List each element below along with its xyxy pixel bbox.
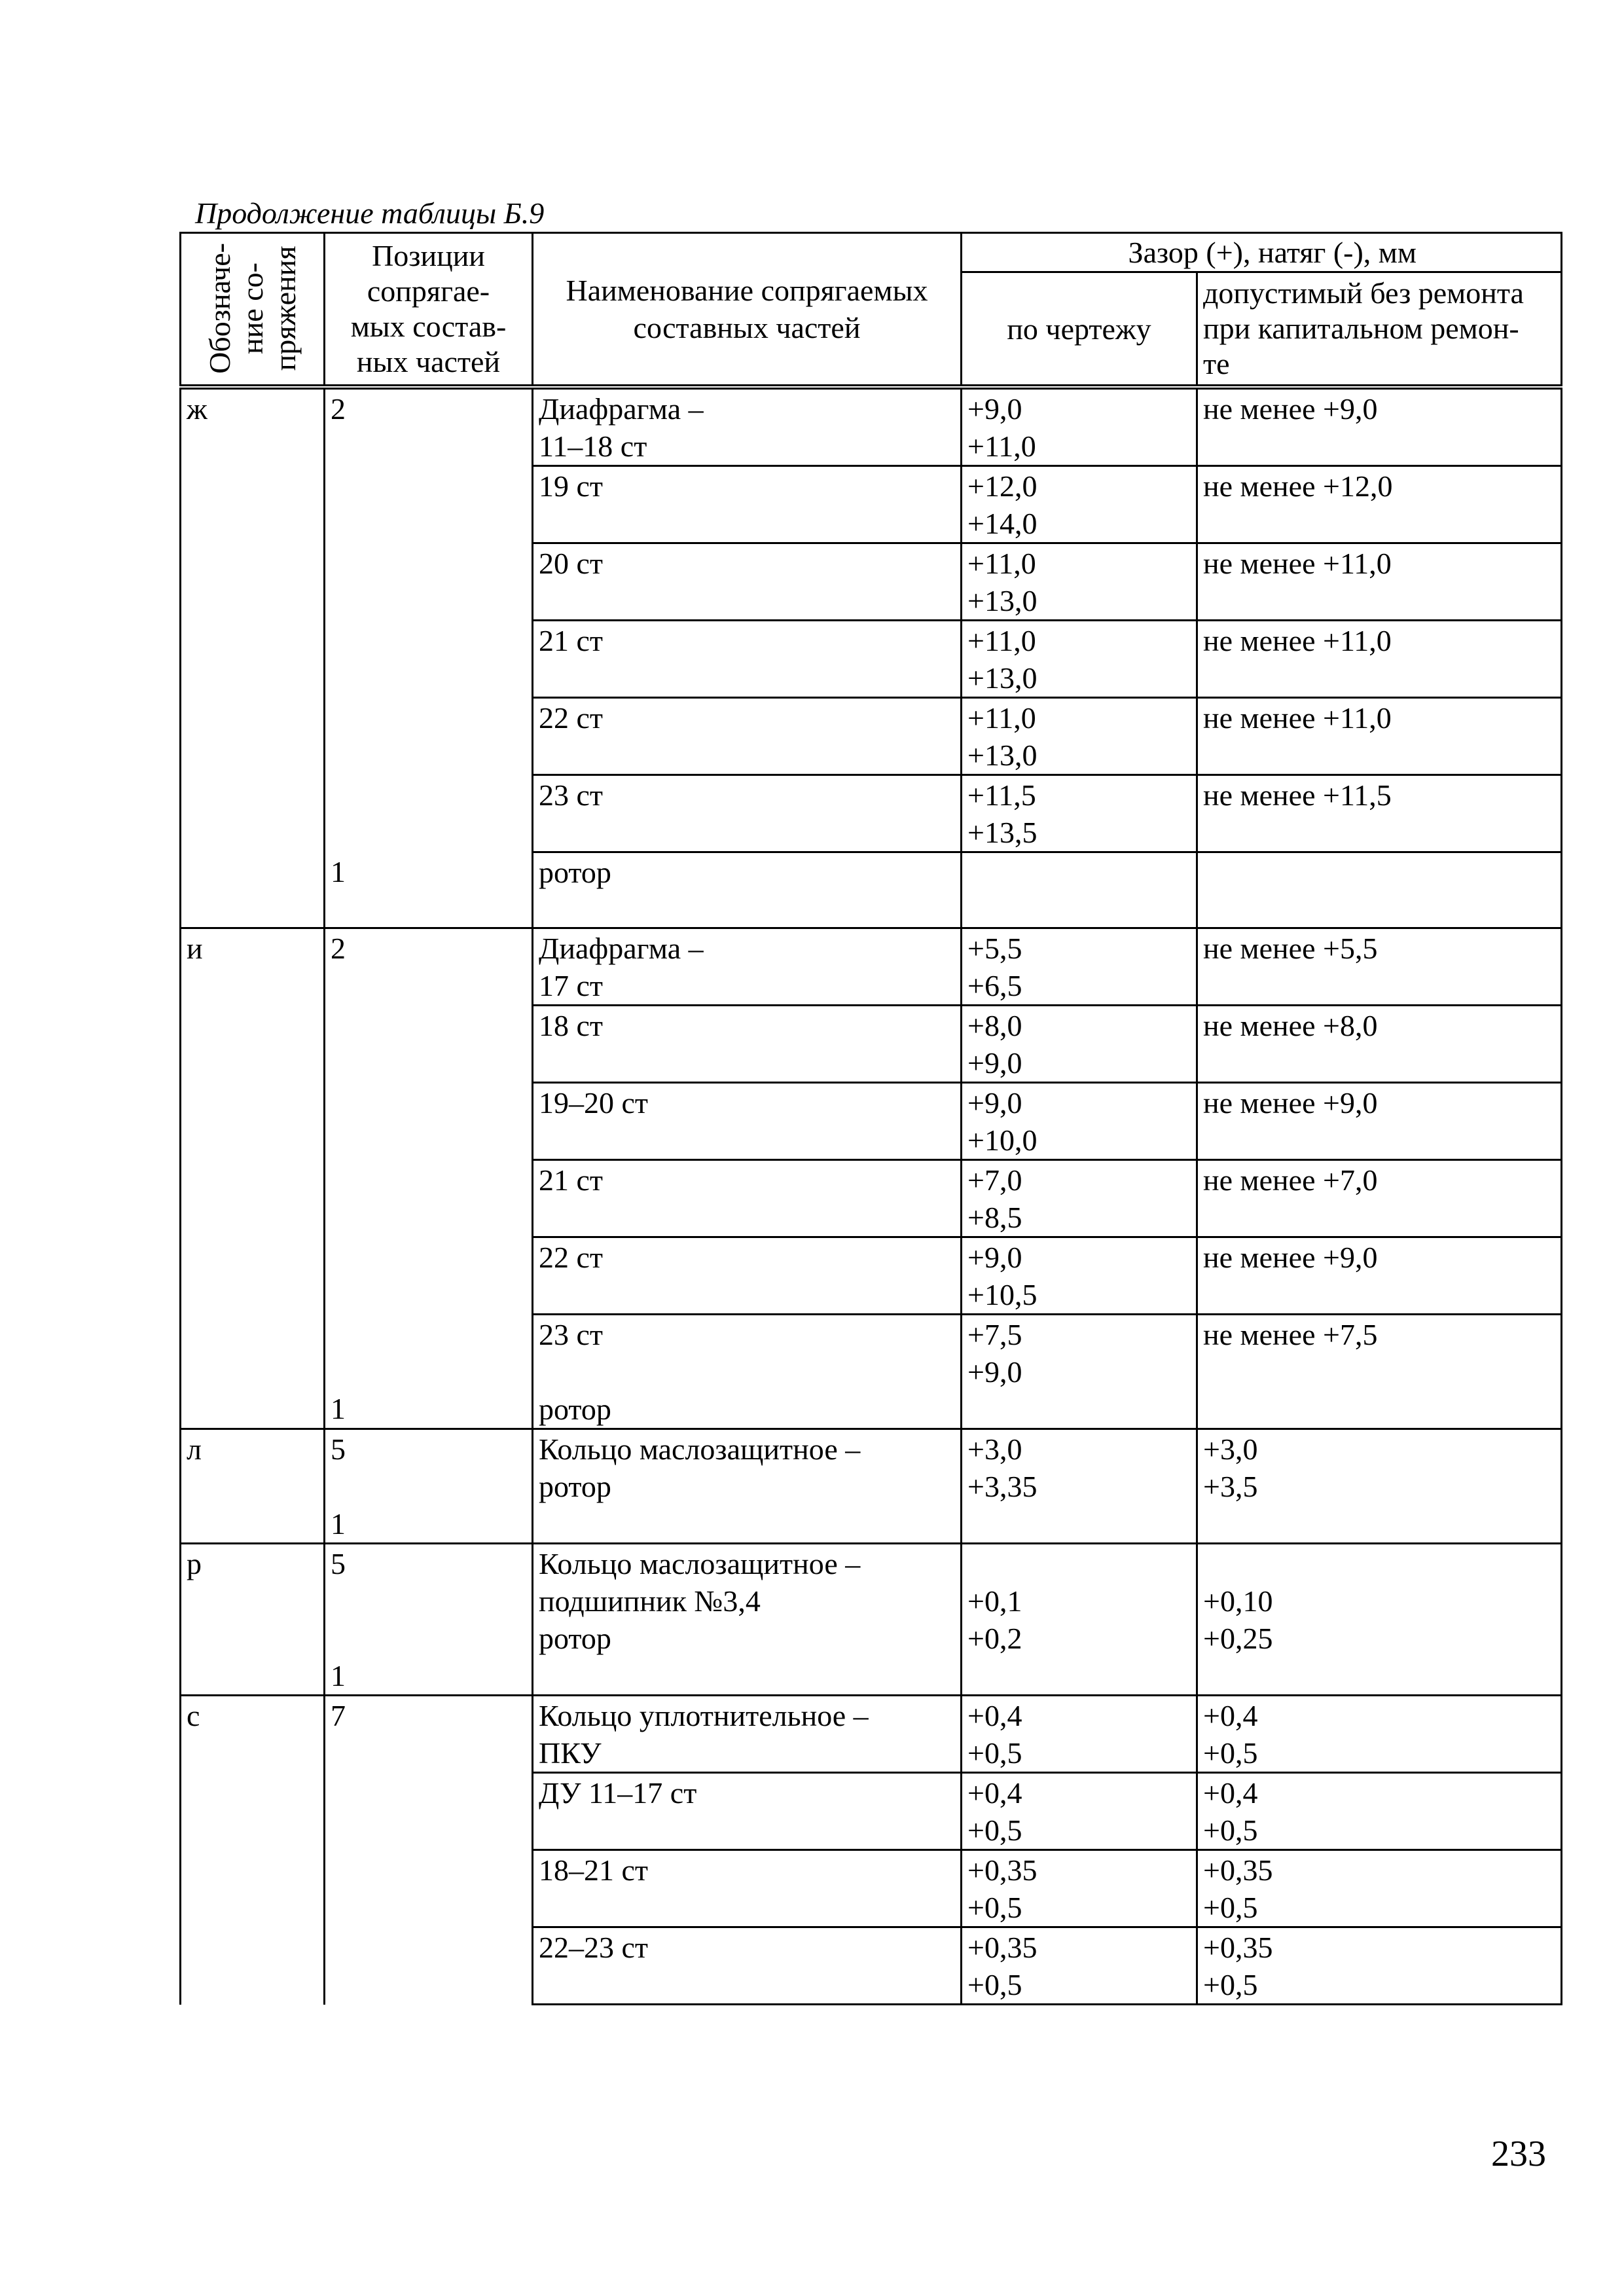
header-by-drawing-text: по чертежу <box>1007 312 1151 346</box>
header-positions <box>325 233 533 388</box>
cell-name: 21 ст <box>533 1160 962 1237</box>
cell-designation <box>181 1160 325 1237</box>
cell-designation <box>181 1006 325 1083</box>
cell-position: 7 <box>325 1696 533 1773</box>
cell-position <box>325 621 533 698</box>
cell-position <box>325 1237 533 1315</box>
cell-name: 18 ст <box>533 1006 962 1083</box>
cell-designation <box>181 1850 325 1927</box>
cell-designation <box>181 852 325 928</box>
cell-name: Кольцо маслозащитное – ротор <box>533 1429 962 1544</box>
cell-by-drawing: +9,0 +10,5 <box>962 1237 1197 1315</box>
cell-permissible: не менее +9,0 <box>1197 1237 1562 1315</box>
cell-designation: с <box>181 1696 325 1773</box>
cell-position <box>325 1006 533 1083</box>
cell-by-drawing: +0,4 +0,5 <box>962 1773 1197 1850</box>
cell-permissible: не менее +11,0 <box>1197 698 1562 775</box>
table-row <box>181 1544 1562 1696</box>
table-row <box>181 1083 1562 1160</box>
cell-designation: и <box>181 928 325 1006</box>
header-permissible-text: допустимый без ремонта при капитальном ремон- те <box>1203 276 1524 380</box>
cell-designation <box>181 1773 325 1850</box>
cell-position: 1 <box>325 1315 533 1429</box>
cell-permissible: не менее +5,5 <box>1197 928 1562 1006</box>
cell-position <box>325 1083 533 1160</box>
cell-position: 2 <box>325 387 533 466</box>
cell-permissible: не менее +9,0 <box>1197 1083 1562 1160</box>
header-positions-text: Позиции сопрягае- мых состав- ных частей <box>350 239 507 378</box>
cell-permissible: +3,0 +3,5 <box>1197 1429 1562 1544</box>
cell-designation <box>181 621 325 698</box>
table-row <box>181 928 1562 1006</box>
cell-name: 22 ст <box>533 1237 962 1315</box>
cell-name: 19 ст <box>533 466 962 543</box>
cell-permissible: +0,4 +0,5 <box>1197 1773 1562 1850</box>
table-row <box>181 543 1562 621</box>
cell-name: 22 ст <box>533 698 962 775</box>
cell-position <box>325 775 533 852</box>
cell-position <box>325 1160 533 1237</box>
cell-by-drawing: +12,0 +14,0 <box>962 466 1197 543</box>
cell-by-drawing: +0,4 +0,5 <box>962 1696 1197 1773</box>
table-row <box>181 466 1562 543</box>
cell-name: ДУ 11–17 ст <box>533 1773 962 1850</box>
cell-name: Диафрагма – 17 ст <box>533 928 962 1006</box>
table-row <box>181 1237 1562 1315</box>
cell-permissible: не менее +11,0 <box>1197 621 1562 698</box>
page-number: 233 <box>1491 2134 1546 2174</box>
cell-by-drawing: +11,0 +13,0 <box>962 621 1197 698</box>
table-caption: Продолжение таблицы Б.9 <box>195 196 545 230</box>
cell-by-drawing: +8,0 +9,0 <box>962 1006 1197 1083</box>
cell-by-drawing: +5,5 +6,5 <box>962 928 1197 1006</box>
cell-by-drawing: +7,5 +9,0 <box>962 1315 1197 1429</box>
cell-designation: ж <box>181 387 325 466</box>
header-permissible <box>1197 272 1562 388</box>
cell-position <box>325 1850 533 1927</box>
cell-by-drawing: +11,5 +13,5 <box>962 775 1197 852</box>
cell-name: 18–21 ст <box>533 1850 962 1927</box>
cell-name: 22–23 ст <box>533 1927 962 2005</box>
cell-by-drawing: +9,0 +11,0 <box>962 387 1197 466</box>
cell-designation <box>181 1237 325 1315</box>
cell-position: 2 <box>325 928 533 1006</box>
cell-position <box>325 543 533 621</box>
table-row <box>181 698 1562 775</box>
table-row <box>181 1315 1562 1429</box>
cell-by-drawing: +11,0 +13,0 <box>962 543 1197 621</box>
cell-by-drawing: +0,1 +0,2 <box>962 1544 1197 1696</box>
cell-name: ротор <box>533 852 962 928</box>
cell-position <box>325 1927 533 2005</box>
cell-position: 1 <box>325 852 533 928</box>
cell-position <box>325 698 533 775</box>
cell-by-drawing: +11,0 +13,0 <box>962 698 1197 775</box>
clearance-table <box>179 232 1562 2005</box>
table-row <box>181 1696 1562 1773</box>
cell-designation: л <box>181 1429 325 1544</box>
table-row <box>181 621 1562 698</box>
cell-permissible: не менее +12,0 <box>1197 466 1562 543</box>
cell-name: 20 ст <box>533 543 962 621</box>
cell-position <box>325 1773 533 1850</box>
cell-permissible: не менее +11,0 <box>1197 543 1562 621</box>
table-row <box>181 775 1562 852</box>
cell-designation <box>181 1083 325 1160</box>
header-name-text: Наименование сопрягаемых составных частей <box>566 274 928 344</box>
cell-permissible: не менее +7,5 <box>1197 1315 1562 1429</box>
header-designation <box>181 233 325 388</box>
table-row <box>181 387 1562 466</box>
table-row <box>181 1773 1562 1850</box>
header-name <box>533 233 962 388</box>
cell-designation <box>181 543 325 621</box>
table-row <box>181 852 1562 928</box>
cell-by-drawing: +0,35 +0,5 <box>962 1927 1197 2005</box>
cell-permissible: +0,35 +0,5 <box>1197 1850 1562 1927</box>
cell-designation: р <box>181 1544 325 1696</box>
cell-by-drawing <box>962 852 1197 928</box>
cell-permissible: +0,35 +0,5 <box>1197 1927 1562 2005</box>
cell-name: 23 ст ротор <box>533 1315 962 1429</box>
cell-permissible <box>1197 852 1562 928</box>
cell-name: 23 ст <box>533 775 962 852</box>
table-row <box>181 1006 1562 1083</box>
cell-by-drawing: +9,0 +10,0 <box>962 1083 1197 1160</box>
cell-by-drawing: +7,0 +8,5 <box>962 1160 1197 1237</box>
cell-designation <box>181 698 325 775</box>
header-by-drawing <box>962 272 1197 388</box>
cell-designation <box>181 1927 325 2005</box>
cell-position: 5 1 <box>325 1429 533 1544</box>
cell-permissible: не менее +8,0 <box>1197 1006 1562 1083</box>
cell-name: Диафрагма – 11–18 ст <box>533 387 962 466</box>
table-row <box>181 1927 1562 2005</box>
cell-designation <box>181 466 325 543</box>
cell-by-drawing: +3,0 +3,35 <box>962 1429 1197 1544</box>
cell-permissible: не менее +9,0 <box>1197 387 1562 466</box>
cell-permissible: не менее +11,5 <box>1197 775 1562 852</box>
table-row <box>181 1160 1562 1237</box>
cell-permissible: +0,10 +0,25 <box>1197 1544 1562 1696</box>
cell-position <box>325 466 533 543</box>
cell-designation <box>181 1315 325 1429</box>
cell-name: 21 ст <box>533 621 962 698</box>
header-clearance <box>962 233 1562 272</box>
cell-by-drawing: +0,35 +0,5 <box>962 1850 1197 1927</box>
cell-position: 5 1 <box>325 1544 533 1696</box>
cell-name: 19–20 ст <box>533 1083 962 1160</box>
header-designation-text: Обозначе- ние со- пряжения <box>202 242 302 374</box>
table-row <box>181 1850 1562 1927</box>
table-row <box>181 1429 1562 1544</box>
cell-permissible: не менее +7,0 <box>1197 1160 1562 1237</box>
table-body <box>181 387 1562 2005</box>
cell-name: Кольцо маслозащитное – подшипник №3,4 ротор <box>533 1544 962 1696</box>
header-clearance-text: Зазор (+), натяг (-), мм <box>1128 236 1417 269</box>
cell-permissible: +0,4 +0,5 <box>1197 1696 1562 1773</box>
cell-name: Кольцо уплотнительное – ПКУ <box>533 1696 962 1773</box>
cell-designation <box>181 775 325 852</box>
